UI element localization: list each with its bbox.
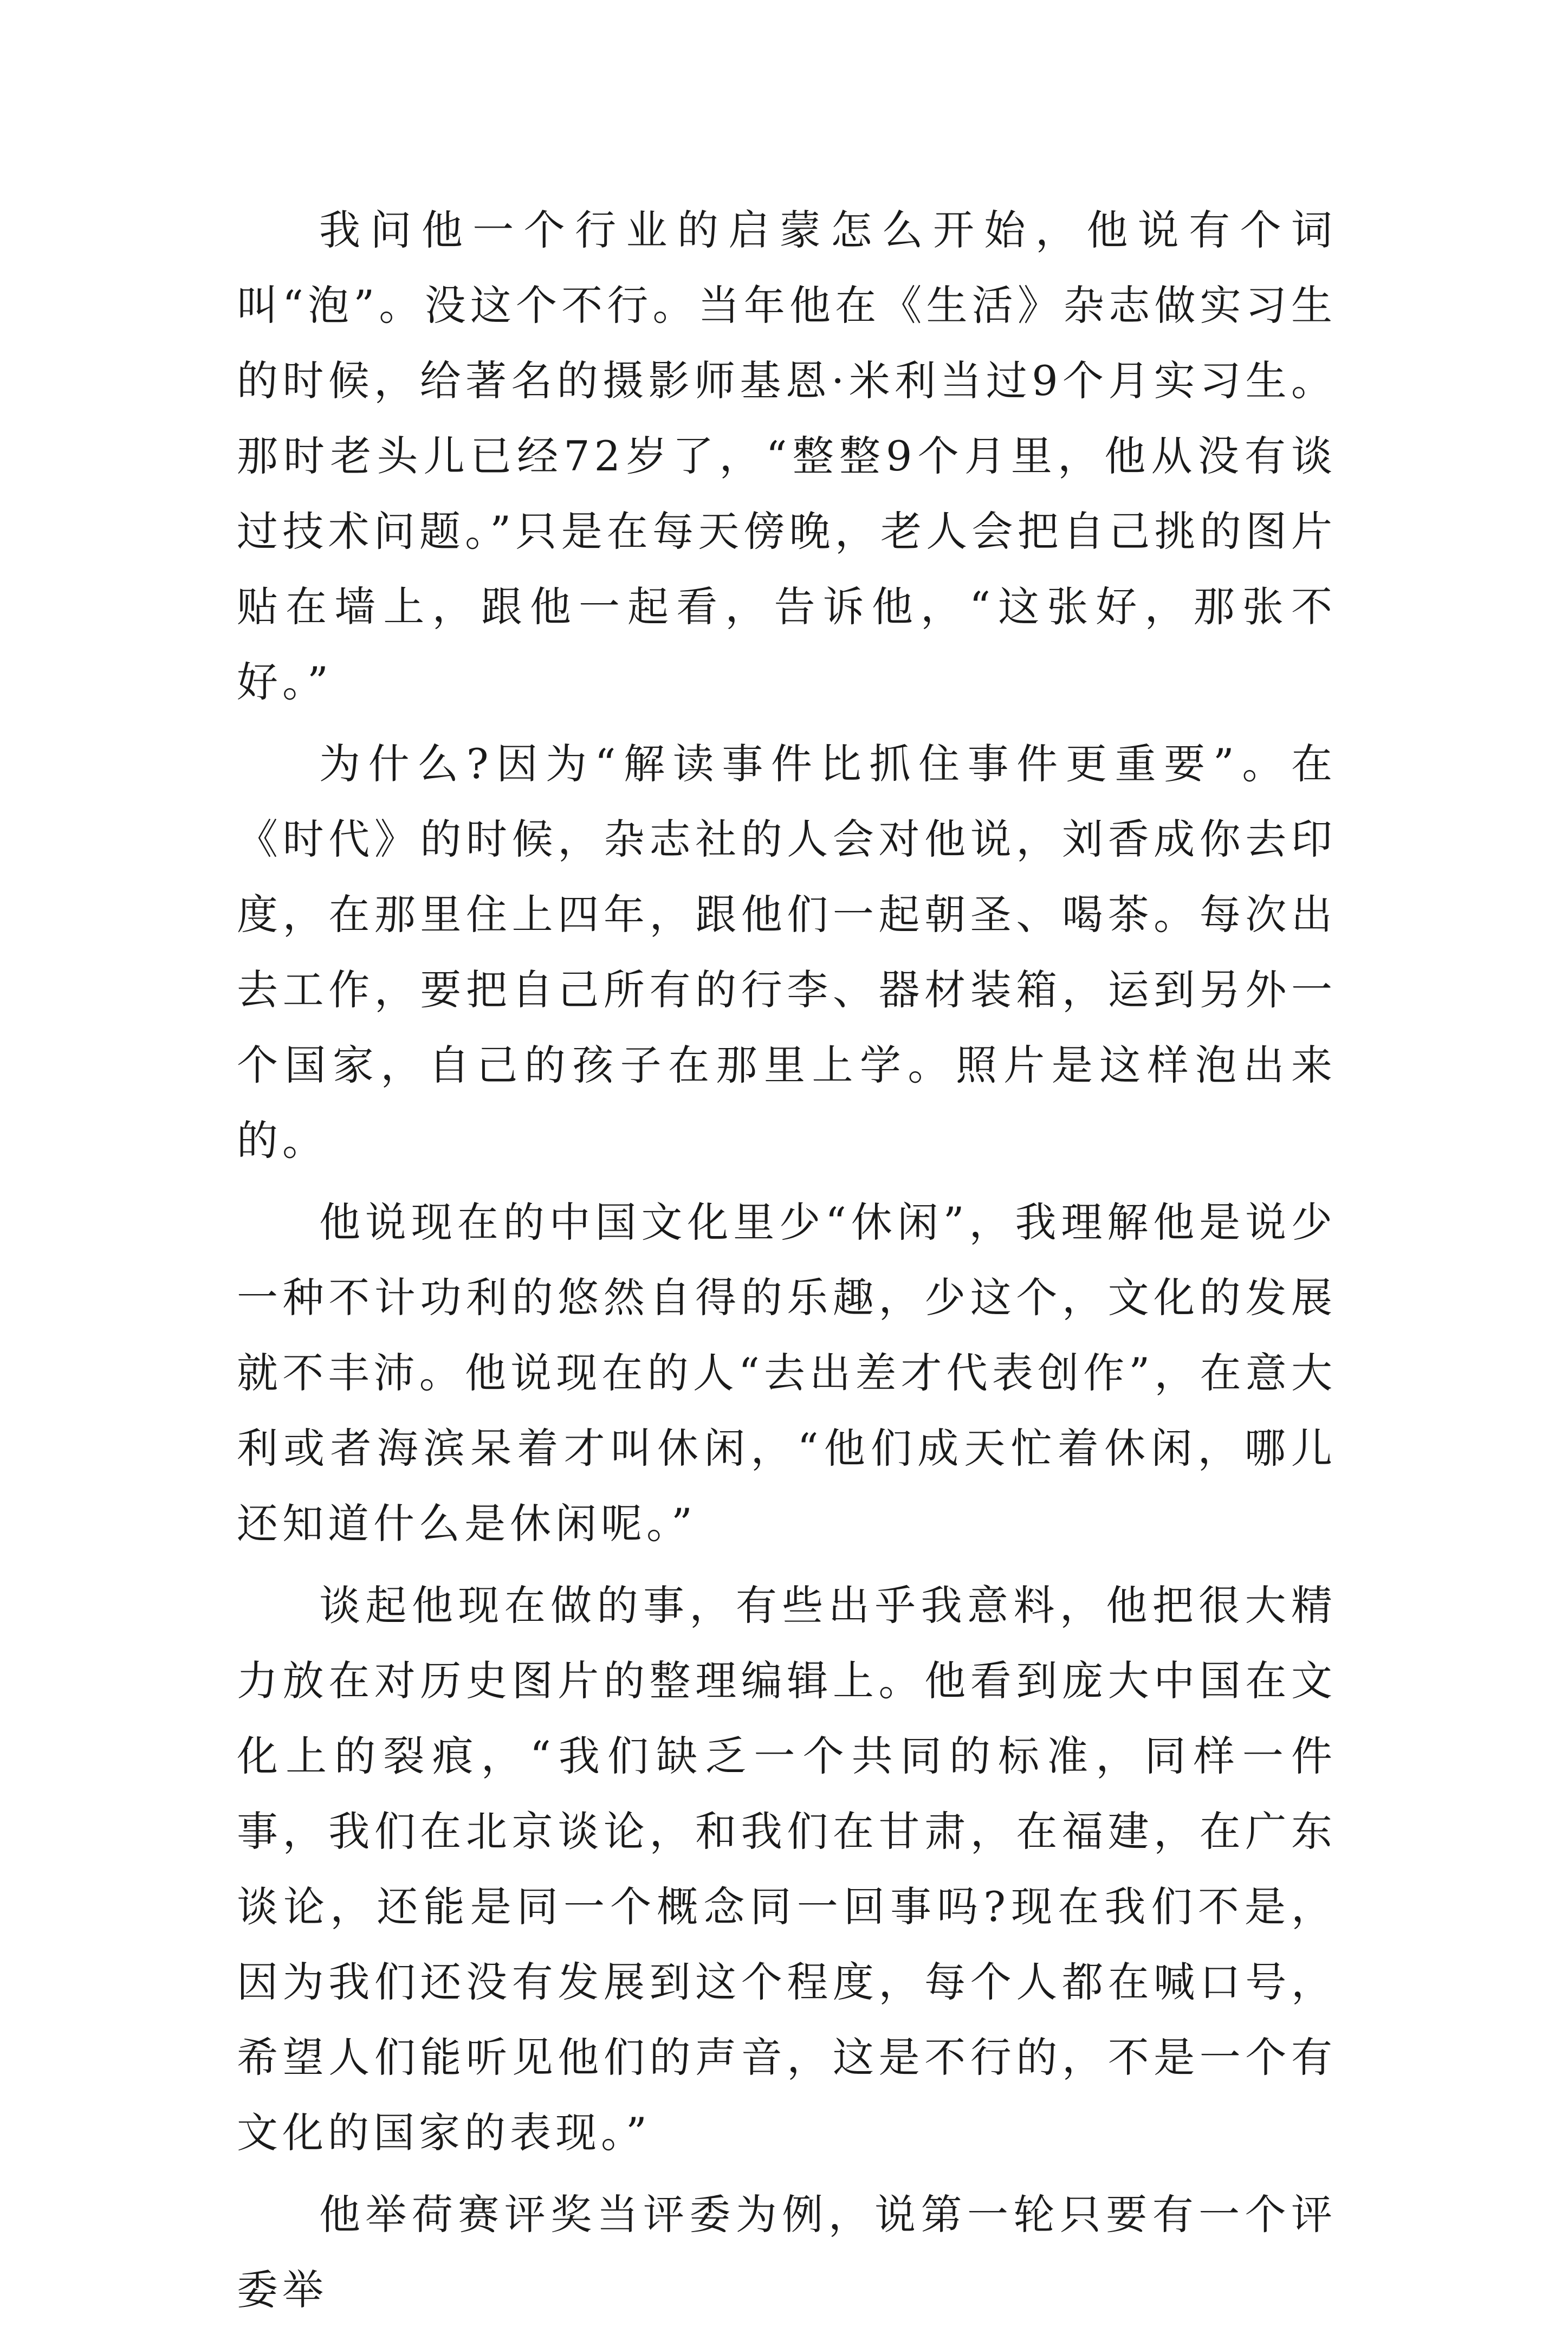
paragraph-1: 我问他一个行业的启蒙怎么开始，他说有个词叫“泡”。没这个不行。当年他在《生活》杂志做实习生的时候，给著名的摄影师基恩·米利当过9个月实习生。那时老头儿已经72岁了，“整整9个月里，他从没有谈过技术问题。”只是在每天傍晚，老人会把自己挑的图片贴在墙上，跟他一起看，告诉他，“这张好，那张不好。”: [237, 206, 1337, 706]
paragraph-2: 为什么?因为“解读事件比抓住事件更重要”。在《时代》的时候，杂志社的人会对他说，刘香成你去印度，在那里住上四年，跟他们一起朝圣、喝茶。每次出去工作，要把自己所有的行李、器材装箱，运到另外一个国家，自己的孩子在那里上学。照片是这样泡出来的。: [237, 740, 1337, 1165]
paragraph-3: 他说现在的中国文化里少“休闲”，我理解他是说少一种不计功利的悠然自得的乐趣，少这个，文化的发展就不丰沛。他说现在的人“去出差才代表创作”，在意大利或者海滨呆着才叫休闲，“他们成天忙着休闲，哪儿还知道什么是休闲呢。”: [237, 1198, 1337, 1548]
paragraph-4: 谈起他现在做的事，有些出乎我意料，他把很大精力放在对历史图片的整理编辑上。他看到庞大中国在文化上的裂痕，“我们缺乏一个共同的标准，同样一件事，我们在北京谈论，和我们在甘肃，在福建，在广东谈论，还能是同一个概念同一回事吗?现在我们不是，因为我们还没有发展到这个程度，每个人都在喊口号，希望人们能听见他们的声音，这是不行的，不是一个有文化的国家的表现。”: [237, 1581, 1337, 2157]
document-body: [237, 192, 1337, 2334]
paragraph-5: 他举荷赛评奖当评委为例，说第一轮只要有一个评委举: [237, 2190, 1337, 2314]
